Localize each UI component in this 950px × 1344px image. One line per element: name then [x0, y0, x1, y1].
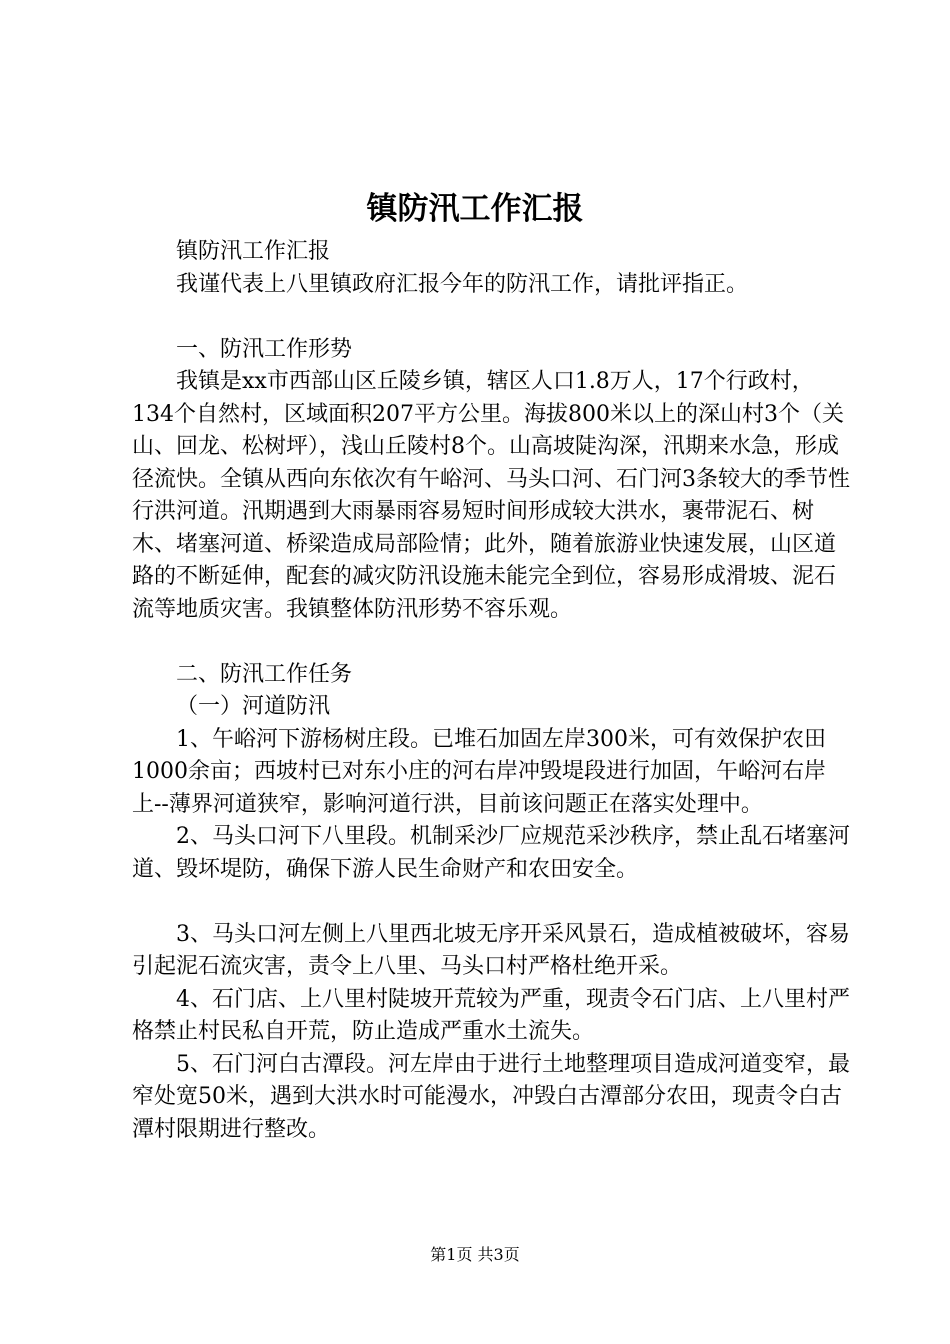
document-title: 镇防汛工作汇报: [366, 191, 584, 227]
page-number-footer: 第1页 共3页: [430, 1245, 520, 1264]
task-item-1: 1、午峪河下游杨树庄段。已堆石加固左岸300米，可有效保护农田1000余亩；西坡村已对东小庄的河右岸冲毁堤段进行加固，午峪河右岸上--薄界河道狭窄，影响河道行洪，目前该问题正在落实处理中。: [132, 726, 826, 817]
paragraph-situation: 我镇是xx市西部山区丘陵乡镇，辖区人口1.8万人，17个行政村，134个自然村，区域面积207平方公里。海拔800米以上的深山村3个（关山、回龙、松树坪），浅山丘陵村8个。山高坡陡沟深，汛期来水急，形成径流快。全镇从西向东依次有午峪河、马头口河、石门河3条较大的季节性行洪河道。汛期遇到大雨暴雨容易短时间形成较大洪水，裹带泥石、树木、堵塞河道、桥梁造成局部险情；此外，随着旅游业快速发展，山区道路的不断延伸，配套的减灾防汛设施未能完全到位，容易形成滑坡、泥石流等地质灾害。我镇整体防汛形势不容乐观。: [132, 369, 850, 622]
task-item-5: 5、石门河白古潭段。河左岸由于进行土地整理项目造成河道变窄，最窄处宽50米，遇到大洪水时可能漫水，冲毁白古潭部分农田，现责令白古潭村限期进行整改。: [132, 1051, 850, 1142]
section-heading-tasks: 二、防汛工作任务: [176, 661, 353, 687]
section-heading-situation: 一、防汛工作形势: [176, 336, 353, 362]
paragraph-heading-repeat: 镇防汛工作汇报: [176, 239, 331, 264]
subsection-heading-river: （一）河道防汛: [176, 694, 331, 719]
task-item-4: 4、石门店、上八里村陡坡开荒较为严重，现责令石门店、上八里村严格禁止村民私自开荒，防止造成严重水土流失。: [132, 986, 850, 1044]
task-item-3: 3、马头口河左侧上八里西北坡无序开采风景石，造成植被破坏，容易引起泥石流灾害，责令上八里、马头口村严格杜绝开采。: [132, 921, 850, 979]
paragraph-intro: 我谨代表上八里镇政府汇报今年的防汛工作，请批评指正。: [176, 271, 749, 297]
document-body: [132, 236, 850, 1146]
task-item-2: 2、马头口河下八里段。机制采沙厂应规范采沙秩序，禁止乱石堵塞河道、毁坏堤防，确保下游人民生命财产和农田安全。: [132, 824, 850, 882]
